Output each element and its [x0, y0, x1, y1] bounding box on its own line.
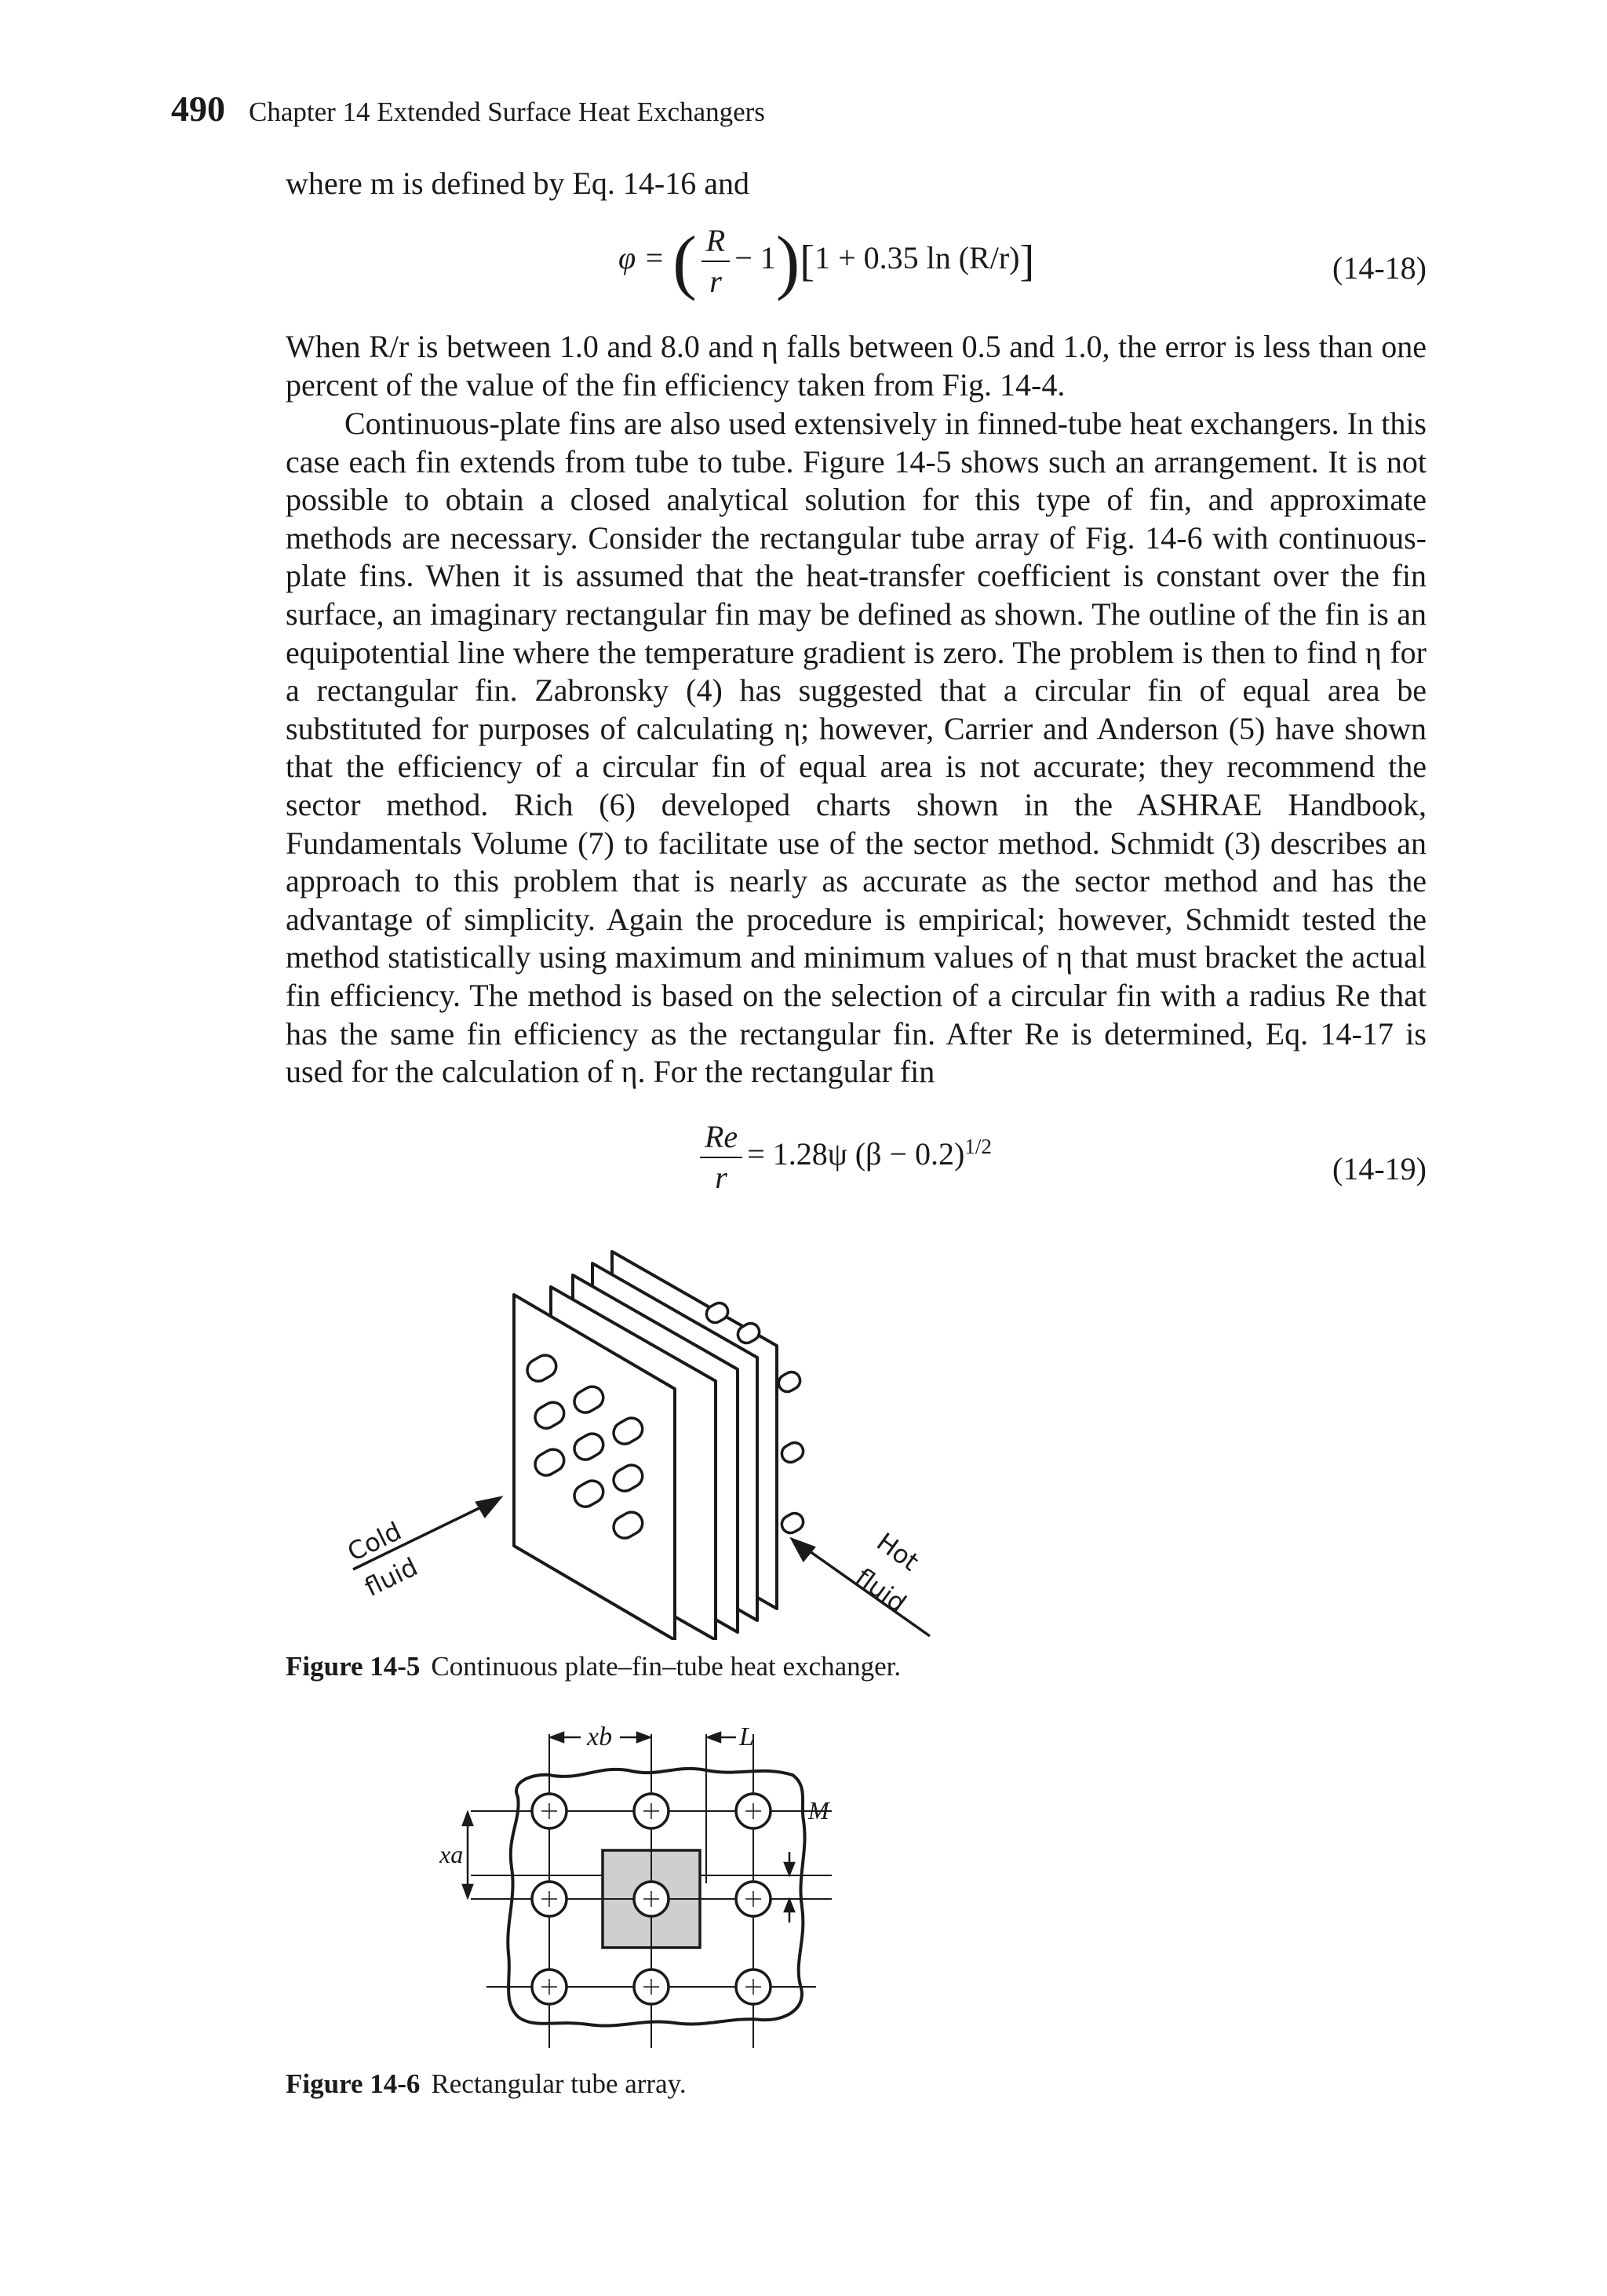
figure-14-5-text: Continuous plate–fin–tube heat exchanger. [431, 1651, 902, 1682]
page-header [171, 88, 765, 129]
paragraph-2: Continuous-plate fins are also used extensively in finned-tube heat exchangers. In this case each fin extends from tube to tube. Figure 14-5 shows such an arrangement. It is not possible to obtain a closed analytical solution for this type of fin, and approximate methods are necessary. Consider the rectangular tube array of Fig. 14-6 with continuous-plate fins. When it is assumed that the heat-transfer coefficient is constant over the fin surface, an imaginary rectangular fin may be defined as shown. The outline of the fin is an equipotential line where the temperature gradient is zero. The problem is then to find η for a rectangular fin. Zabronsky (4) has suggested that a circular fin of equal area be substituted for purposes of calculating η; however, Carrier and Anderson (5) have shown that the efficiency of a circular fin of equal area is not accurate; they recommend the sector method. Rich (6) developed charts shown in the ASHRAE Handbook, Fundamentals Volume (7) to facilitate use of the sector method. Schmidt (3) describes an approach to this problem that is nearly as accurate as the sector method and has the advantage of simplicity. Again the procedure is empirical; however, Schmidt tested the method statistically using maximum and minimum values of η that must bracket the actual fin efficiency. The method is based on the selection of a circular fin with a radius Re that has the same fin efficiency as the rectangular fin. After Re is determined, Eq. 14-17 is used for the calculation of η. For the rectangular fin [286, 406, 1427, 1090]
paragraph-1: When R/r is between 1.0 and 8.0 and η falls between 0.5 and 1.0, the error is less than one percent of the value of the fin efficiency taken from Fig. 14-4. [286, 329, 1427, 403]
hot-fluid-label: fluid [850, 1562, 912, 1619]
eq1-minus-one: − 1 [734, 240, 776, 276]
hot-label: Hot [871, 1526, 925, 1577]
eq2-rhs: = 1.28ψ (β − 0.2) [747, 1136, 965, 1172]
eq2-denominator: r [715, 1160, 727, 1195]
figure-14-6-diagram [439, 1711, 863, 2056]
eq1-fraction [701, 221, 730, 301]
intro-line: where m is defined by Eq. 14-16 and [286, 166, 749, 201]
eq1-denominator: r [709, 264, 722, 299]
figure-14-5-diagram [314, 1232, 957, 1640]
equation-14-19 [695, 1117, 992, 1197]
eq2-fraction [700, 1117, 742, 1197]
equation-number-14-18: (14-18) [1332, 250, 1427, 286]
eq1-bracket-content: 1 + 0.35 ln (R/r) [814, 240, 1020, 276]
figure-14-5-label: Figure 14-5 [286, 1651, 421, 1682]
equation-14-18: φ = ( $\frac{R}{r}$ − 1)[1 + 0.35 ln (R/r)] [618, 221, 1035, 301]
eq2-exponent: 1/2 [964, 1134, 992, 1158]
figure-14-5-caption [286, 1651, 901, 1682]
L-label: L [739, 1722, 754, 1751]
page-number: 490 [171, 89, 225, 129]
eq1-numerator: R [701, 221, 730, 262]
running-head: Chapter 14 Extended Surface Heat Exchangers [249, 97, 765, 127]
figure-14-6-label: Figure 14-6 [286, 2068, 421, 2099]
M-label: M [808, 1796, 829, 1824]
figure-14-6-caption [286, 2068, 687, 2100]
cold-fluid-label: fluid [359, 1551, 423, 1603]
eq1-lhs: φ = [618, 240, 665, 276]
equation-number-14-19: (14-19) [1332, 1151, 1427, 1186]
eq2-numerator: Re [700, 1117, 742, 1158]
xa-label: xa [439, 1840, 464, 1868]
cold-label: Cold [342, 1515, 406, 1568]
figure-14-6-text: Rectangular tube array. [431, 2068, 687, 2099]
xb-label: xb [587, 1722, 613, 1751]
